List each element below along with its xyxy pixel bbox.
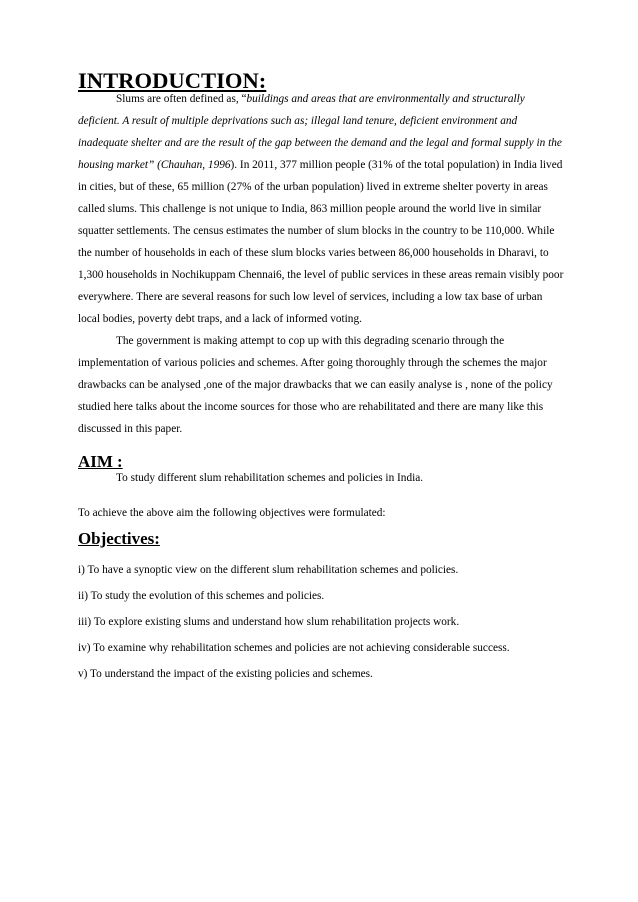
objective-item-2: ii) To study the evolution of this schemes and policies.	[78, 590, 325, 602]
introduction-paragraph-2: The government is making attempt to cop up with this degrading scenario through the implementation of various policies and schemes. After going thoroughly through the schemes the major drawbacks can be analysed ,one of the major drawbacks that we can easily analyse is , none of the policy studied here talks about the income sources for those who are rehabilitated and there are many like this discussed in this paper.	[78, 335, 553, 435]
spacer	[78, 487, 564, 502]
document-page	[78, 68, 564, 689]
introduction-paragraph-1	[78, 88, 564, 330]
introduction-heading: INTRODUCTION:	[78, 68, 267, 93]
objective-item-5: v) To understand the impact of the existing policies and schemes.	[78, 668, 373, 680]
spacer	[78, 440, 564, 455]
objective-item-4: iv) To examine why rehabilitation schemes and policies are not achieving considerable success.	[78, 642, 510, 654]
aim-heading: AIM :	[78, 452, 123, 471]
intro-lead-text: Slums are often defined as, “	[116, 93, 247, 105]
aim-text: To study different slum rehabilitation schemes and policies in India.	[116, 472, 424, 484]
objectives-intro: To achieve the above aim the following objectives were formulated:	[78, 507, 386, 519]
intro-quote-text: buildings and areas that are environmentally and structurally deficient. A result of multiple deprivations such as; illegal land tenure, deficient environment and inadequate shelter and are the result of the gap between the demand and the legal and formal supply in the housing market” (Chauhan, 1996	[78, 93, 562, 171]
intro-rest-text: ). In 2011, 377 million people (31% of the total population) in India lived in cities, but of these, 65 million (27% of the urban population) lived in extreme shelter poverty in areas called slums. This challenge is not unique to India, 863 million people around the world live in similar squatter settlements. The census estimates the number of slum blocks in the country to be 110,000. While the number of households in each of these slum blocks varies between 86,000 households in Dharavi, to 1,300 households in Nochikuppam Chennai6, the level of public services in these areas remain visibly poor everywhere. There are several reasons for such low level of services, including a low tax base of urban local bodies, poverty debt traps, and a lack of informed voting.	[78, 159, 564, 325]
objective-item-1: i) To have a synoptic view on the different slum rehabilitation schemes and policies.	[78, 564, 459, 576]
objective-item-3: iii) To explore existing slums and understand how slum rehabilitation projects work.	[78, 616, 460, 628]
objectives-heading: Objectives:	[78, 529, 160, 548]
